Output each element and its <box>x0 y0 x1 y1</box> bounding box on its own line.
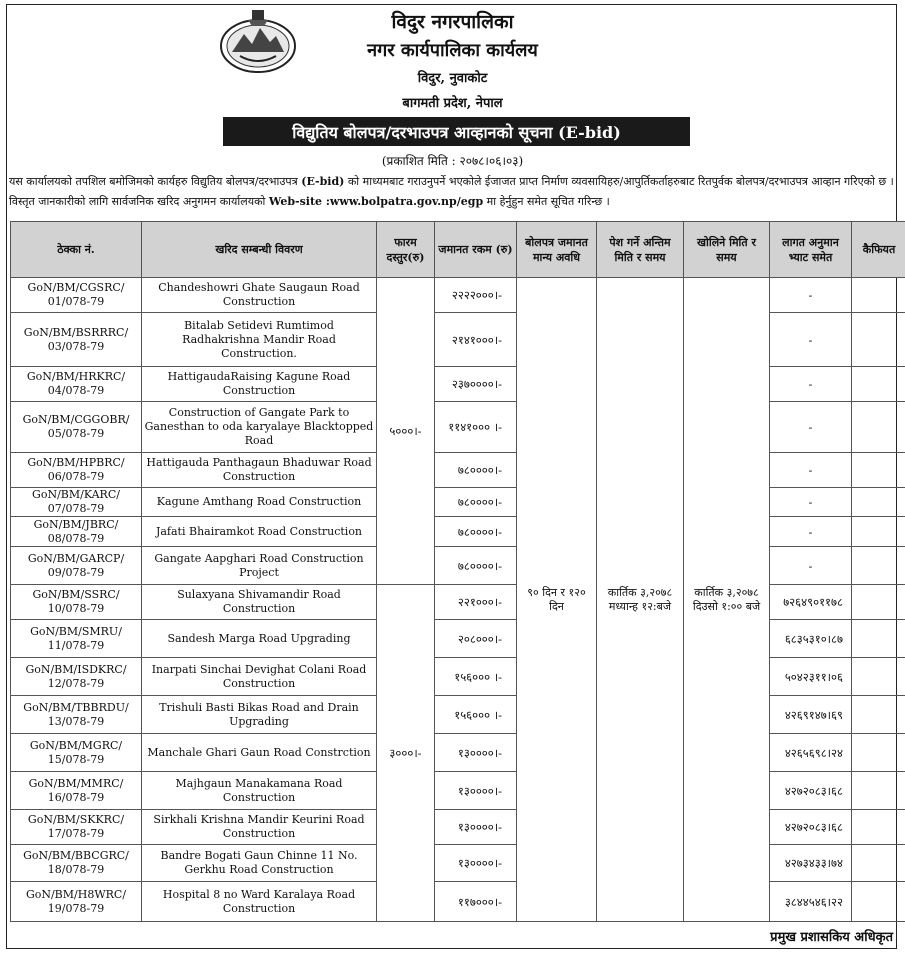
contract-code: GoN/BM/HRKRC/ 04/078-79 <box>11 367 142 402</box>
table-row <box>11 772 905 810</box>
security-amount: २३७००००।- <box>435 367 517 402</box>
contract-code: GoN/BM/BSRRRC/ 03/078-79 <box>11 313 142 367</box>
work-description: Hospital 8 no Ward Karalaya Road Construction <box>142 882 377 922</box>
security-amount: ७८००००।- <box>435 547 517 585</box>
cost-estimate: - <box>770 517 852 547</box>
cost-estimate: - <box>770 367 852 402</box>
header-description: खरिद सम्बन्धी विवरण <box>142 222 377 278</box>
form-fee-group-2: ३०००।- <box>377 585 435 922</box>
contract-code: GoN/BM/TBBRDU/ 13/078-79 <box>11 696 142 734</box>
notice-title: विद्युतिय बोलपत्र/दरभाउपत्र आव्हानको सूचना (E-bid) <box>292 122 621 142</box>
intro-paragraph <box>9 172 894 212</box>
remarks-cell <box>852 772 905 810</box>
security-amount: १३००००।- <box>435 845 517 882</box>
contract-code: GoN/BM/GARCP/ 09/078-79 <box>11 547 142 585</box>
work-description: Manchale Ghari Gaun Road Constrction <box>142 734 377 772</box>
intro-website-link[interactable]: Web-site :www.bolpatra.gov.np/egp <box>268 195 484 208</box>
table-row <box>11 585 905 620</box>
work-description: Construction of Gangate Park to Ganesthan to oda karyalaye Blacktopped Road <box>142 402 377 453</box>
remarks-cell <box>852 517 905 547</box>
contract-code: GoN/BM/HPBRC/ 06/078-79 <box>11 453 142 488</box>
contract-code: GoN/BM/CGSRC/ 01/078-79 <box>11 278 142 313</box>
cost-estimate: - <box>770 453 852 488</box>
cost-estimate: ६८३५३१०।८७ <box>770 620 852 658</box>
contract-code: GoN/BM/KARC/ 07/078-79 <box>11 488 142 517</box>
contract-code: GoN/BM/SSRC/ 10/078-79 <box>11 585 142 620</box>
table-row <box>11 620 905 658</box>
cost-estimate: - <box>770 278 852 313</box>
intro-text-2: को माध्यमबाट गराउनुपर्ने भएकोले ईजाजत प्राप्त निर्माण व्यवसायिहरु/आपुर्तिकर्ताहरुबाट रितपुर्वक बोलपत्र/दरभाउपत्र आव्हान गरिएको छ । विस्तृत जानकारीको लागि सार्वजनिक खरिद अनुगमन कार्यालयको <box>9 175 894 208</box>
cost-estimate: ४२६९१४७।६९ <box>770 696 852 734</box>
header-form-fee: फारम दस्तुर(रु) <box>377 222 435 278</box>
intro-text-3: मा हेर्नुहुन समेत सूचित गरिन्छ । <box>483 195 610 208</box>
remarks-cell <box>852 278 905 313</box>
contract-code: GoN/BM/MGRC/ 15/078-79 <box>11 734 142 772</box>
security-amount: १३००००।- <box>435 810 517 845</box>
remarks-cell <box>852 845 905 882</box>
security-amount: २२२२०००।- <box>435 278 517 313</box>
work-description: Bandre Bogati Gaun Chinne 11 No. Gerkhu Road Construction <box>142 845 377 882</box>
security-amount: ७८००००।- <box>435 488 517 517</box>
remarks-cell <box>852 547 905 585</box>
cost-estimate: ५०४२३११।०६ <box>770 658 852 696</box>
table-row <box>11 402 905 453</box>
security-amount: १३००००।- <box>435 772 517 810</box>
form-fee-group-1: ५०००।- <box>377 278 435 585</box>
table-row <box>11 882 905 922</box>
remarks-cell <box>852 658 905 696</box>
header-contract-no: ठेक्का नं. <box>11 222 142 278</box>
security-amount: २१४१०००।- <box>435 313 517 367</box>
security-amount: १५६००० ।- <box>435 696 517 734</box>
header-submission-deadline: पेश गर्ने अन्तिम मिति र समय <box>597 222 684 278</box>
security-amount: ११४१००० ।- <box>435 402 517 453</box>
office-address: विदुर, नुवाकोट <box>417 71 488 86</box>
work-description: Hattigauda Panthagaun Bhaduwar Road Construction <box>142 453 377 488</box>
table-header-row <box>11 222 905 278</box>
work-description: Trishuli Basti Bikas Road and Drain Upgrading <box>142 696 377 734</box>
table-row <box>11 367 905 402</box>
header-remarks: कैफियत <box>852 222 905 278</box>
work-description: Chandeshowri Ghate Saugaun Road Construction <box>142 278 377 313</box>
opening-date: कार्तिक ३,२०७८ दिउसो १:०० बजे <box>684 278 770 922</box>
table-row <box>11 278 905 313</box>
header-cost-estimate: लागत अनुमान भ्याट समेत <box>770 222 852 278</box>
table-row <box>11 517 905 547</box>
contract-code: GoN/BM/MMRC/ 16/078-79 <box>11 772 142 810</box>
cost-estimate: - <box>770 402 852 453</box>
table-row <box>11 696 905 734</box>
work-description: Sulaxyana Shivamandir Road Construction <box>142 585 377 620</box>
remarks-cell <box>852 402 905 453</box>
intro-text-1: यस कार्यालयको तपशिल बमोजिमको कार्यहरु विद्युतिय बोलपत्र/दरभाउपत्र <box>9 175 302 188</box>
security-amount: ७८००००।- <box>435 453 517 488</box>
work-description: Inarpati Sinchai Devighat Colani Road Construction <box>142 658 377 696</box>
remarks-cell <box>852 453 905 488</box>
cost-estimate: ४२७३४३३।७४ <box>770 845 852 882</box>
remarks-cell <box>852 488 905 517</box>
signatory-title: प्रमुख प्रशासकिय अधिकृत <box>770 930 893 945</box>
cost-estimate: - <box>770 313 852 367</box>
work-description: Sandesh Marga Road Upgrading <box>142 620 377 658</box>
notice-title-banner <box>223 117 690 146</box>
remarks-cell <box>852 810 905 845</box>
remarks-cell <box>852 696 905 734</box>
office-name: नगर कार्यपालिका कार्यलय <box>367 40 538 61</box>
work-description: Sirkhali Krishna Mandir Keurini Road Construction <box>142 810 377 845</box>
remarks-cell <box>852 313 905 367</box>
contract-code: GoN/BM/BBCGRC/ 18/078-79 <box>11 845 142 882</box>
work-description: Bitalab Setidevi Rumtimod Radhakrishna Mandir Road Construction. <box>142 313 377 367</box>
table-row <box>11 488 905 517</box>
table-row <box>11 734 905 772</box>
cost-estimate: ३८४४५४६।२२ <box>770 882 852 922</box>
contract-code: GoN/BM/H8WRC/ 19/078-79 <box>11 882 142 922</box>
header-validity: बोलपत्र जमानत मान्य अवधि <box>517 222 597 278</box>
municipality-name: विदुर नगरपालिका <box>391 11 514 33</box>
remarks-cell <box>852 585 905 620</box>
remarks-cell <box>852 367 905 402</box>
submission-deadline: कार्तिक ३,२०७८ मध्यान्ह १२:बजे <box>597 278 684 922</box>
security-amount: २०८०००।- <box>435 620 517 658</box>
table-row <box>11 313 905 367</box>
contract-code: GoN/BM/JBRC/ 08/078-79 <box>11 517 142 547</box>
cost-estimate: ७२६४९०११७८ <box>770 585 852 620</box>
security-amount: १५६००० ।- <box>435 658 517 696</box>
work-description: Gangate Aapghari Road Construction Project <box>142 547 377 585</box>
contract-code: GoN/BM/SKKRC/ 17/078-79 <box>11 810 142 845</box>
table-row <box>11 658 905 696</box>
table-row <box>11 453 905 488</box>
remarks-cell <box>852 620 905 658</box>
security-amount: ११७०००।- <box>435 882 517 922</box>
work-description: HattigaudaRaising Kagune Road Construction <box>142 367 377 402</box>
province-line: बागमती प्रदेश, नेपाल <box>402 96 503 111</box>
contract-code: GoN/BM/SMRU/ 11/078-79 <box>11 620 142 658</box>
intro-ebid: (E-bid) <box>301 175 345 188</box>
contract-code: GoN/BM/CGGOBR/ 05/078-79 <box>11 402 142 453</box>
tender-table <box>10 221 905 922</box>
cost-estimate: ४२७२०८३।६८ <box>770 810 852 845</box>
cost-estimate: ४२७२०८३।६८ <box>770 772 852 810</box>
published-date: (प्रकाशित मिति : २०७८।०६।०३) <box>381 154 524 168</box>
security-amount: १३००००।- <box>435 734 517 772</box>
security-amount: ७८००००।- <box>435 517 517 547</box>
header-security-amount: जमानत रकम (रु) <box>435 222 517 278</box>
contract-code: GoN/BM/ISDKRC/ 12/078-79 <box>11 658 142 696</box>
remarks-cell <box>852 882 905 922</box>
work-description: Kagune Amthang Road Construction <box>142 488 377 517</box>
table-row <box>11 810 905 845</box>
cost-estimate: ४२६५६९८।२४ <box>770 734 852 772</box>
header-opening-date: खोलिने मिति र समय <box>684 222 770 278</box>
bid-validity: ९० दिन र १२० दिन <box>517 278 597 922</box>
cost-estimate: - <box>770 547 852 585</box>
security-amount: २२१०००।- <box>435 585 517 620</box>
work-description: Majhgaun Manakamana Road Construction <box>142 772 377 810</box>
table-row <box>11 547 905 585</box>
remarks-cell <box>852 734 905 772</box>
work-description: Jafati Bhairamkot Road Construction <box>142 517 377 547</box>
cost-estimate: - <box>770 488 852 517</box>
table-row <box>11 845 905 882</box>
